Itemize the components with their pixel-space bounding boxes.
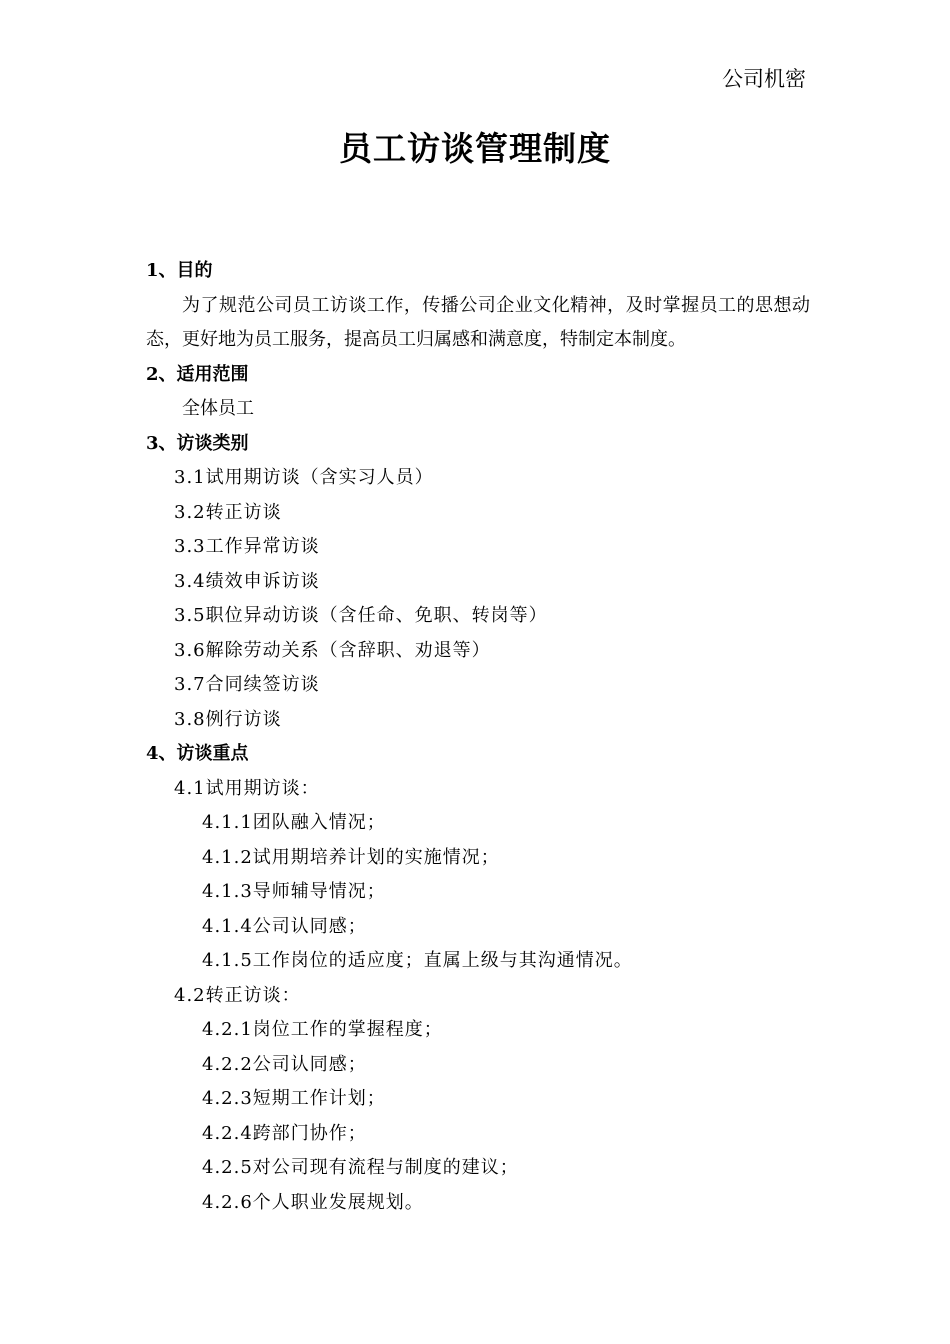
focus-item: 4.1.2试用期培养计划的实施情况； [202, 846, 500, 868]
type-item: 3.4绩效申诉访谈 [174, 570, 320, 592]
type-item: 3.5职位异动访谈（含任命、免职、转岗等） [174, 605, 548, 626]
scope-text: 全体员工 [182, 398, 254, 419]
section-heading-scope: 2、适用范围 [146, 363, 249, 385]
type-item: 3.8例行访谈 [174, 708, 282, 730]
focus-item: 4.1.5工作岗位的适应度；直属上级与其沟通情况。 [202, 950, 633, 971]
document-title: 员工访谈管理制度 [339, 129, 611, 168]
focus-item: 4.1.3导师辅导情况； [202, 881, 386, 902]
focus-item: 4.2.3短期工作计划； [202, 1088, 386, 1109]
focus-item: 4.2.2公司认同感； [202, 1053, 367, 1075]
focus-item: 4.2.1岗位工作的掌握程度； [202, 1019, 443, 1040]
focus-item: 4.2.4跨部门协作； [202, 1122, 367, 1144]
document-body [146, 254, 810, 1220]
section-heading-types: 3、访谈类别 [146, 432, 249, 454]
section-heading-purpose: 1、目的 [146, 260, 213, 281]
type-item: 3.6解除劳动关系（含辞职、劝退等） [174, 639, 491, 661]
focus-item: 4.1.1团队融入情况； [202, 812, 386, 833]
type-item: 3.2转正访谈 [174, 501, 282, 523]
type-item: 3.3工作异常访谈 [174, 536, 320, 557]
type-item: 3.7合同续签访谈 [174, 674, 320, 695]
purpose-paragraph: 为了规范公司员工访谈工作，传播公司企业文化精神，及时掌握员工的思想动态，更好地为员工服务，提高员工归属感和满意度，特制定本制度。 [146, 294, 810, 350]
type-item: 3.1试用期访谈（含实习人员） [174, 467, 434, 488]
subsection-regularization: 4.2转正访谈： [174, 984, 301, 1006]
focus-item: 4.2.6个人职业发展规划。 [202, 1191, 424, 1213]
section-heading-focus: 4、访谈重点 [146, 743, 249, 764]
confidential-label: 公司机密 [722, 67, 806, 91]
subsection-probation: 4.1试用期访谈： [174, 777, 320, 799]
focus-item: 4.1.4公司认同感； [202, 915, 367, 937]
focus-item: 4.2.5对公司现有流程与制度的建议； [202, 1157, 519, 1178]
